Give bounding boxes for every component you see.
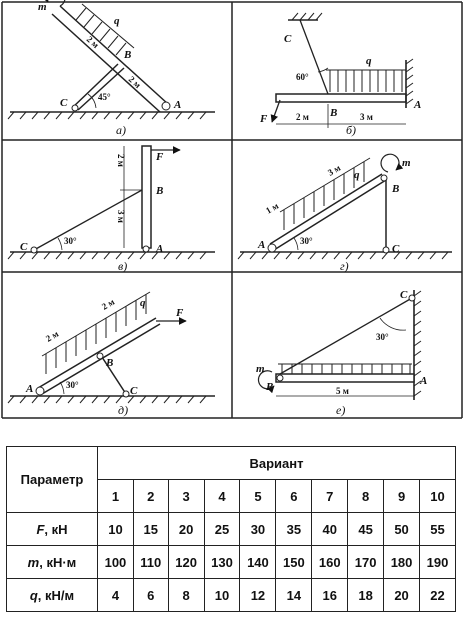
rope-bc [280, 298, 412, 374]
ceiling-hatch [288, 13, 322, 20]
label-a: A [26, 383, 34, 395]
table-cell: 150 [276, 546, 312, 579]
variant-number: 9 [384, 480, 420, 513]
pin-a [143, 246, 149, 252]
length-label-1: 2 м [84, 34, 101, 51]
table-cell: 15 [133, 513, 168, 546]
param-symbol: q [29, 587, 38, 603]
rope-cb [300, 20, 328, 94]
label-c: C [130, 385, 138, 397]
label-f: F [260, 113, 268, 125]
label-f: F [176, 307, 184, 319]
variant-number: 1 [98, 480, 134, 513]
angle-label: 30° [66, 380, 79, 390]
panel-caption: г) [340, 259, 349, 273]
table-cell: 18 [348, 579, 384, 612]
length-label-2: 1 м [264, 200, 281, 216]
label-q: q [366, 55, 372, 67]
angle-arc [58, 238, 62, 250]
force-arrow [272, 100, 280, 122]
label-m: m [38, 1, 47, 13]
variant-number: 5 [240, 480, 276, 513]
pin-c [409, 295, 415, 301]
moment-arrow [47, 0, 65, 6]
param-name [7, 546, 98, 579]
panel-caption: д) [118, 403, 129, 417]
label-a: A [420, 375, 428, 387]
param-name [7, 513, 98, 546]
variant-number: 2 [133, 480, 168, 513]
wall-hatch [406, 59, 413, 108]
table-cell: 55 [420, 513, 456, 546]
panel-d [238, 154, 452, 273]
table-cell: 10 [204, 579, 240, 612]
label-b: B [156, 185, 164, 197]
pin-c [383, 247, 389, 253]
table-cell: 35 [276, 513, 312, 546]
label-f: F [156, 151, 164, 163]
horizontal-beam [276, 374, 414, 382]
distributed-load [278, 364, 412, 374]
pin-b [381, 175, 387, 181]
table-cell: 140 [240, 546, 276, 579]
variant-number: 7 [312, 480, 348, 513]
label-q: q [354, 169, 360, 181]
variant-number: 6 [276, 480, 312, 513]
angle-label: 30° [64, 236, 77, 246]
label-b: B [124, 49, 132, 61]
table-cell: 30 [240, 513, 276, 546]
angle-label: 30° [376, 332, 389, 342]
table-cell: 180 [384, 546, 420, 579]
label-a: A [258, 239, 266, 251]
ground-hatch [8, 252, 215, 259]
table-cell: 14 [276, 579, 312, 612]
moment-arrow [381, 154, 399, 172]
param-name [7, 579, 98, 612]
table-cell: 16 [312, 579, 348, 612]
param-unit: , кН/м [37, 587, 75, 603]
table-cell: 40 [312, 513, 348, 546]
label-a: A [174, 99, 182, 111]
param-symbol: m [27, 554, 40, 570]
inclined-beam [270, 174, 386, 250]
length-label-2: 3 м [360, 112, 373, 122]
table-cell: 4 [98, 579, 134, 612]
param-unit: , кН [44, 521, 68, 537]
pin-a [36, 387, 44, 395]
label-q: q [114, 15, 120, 27]
label-b: B [106, 357, 114, 369]
variant-number: 3 [168, 480, 204, 513]
label-q: q [140, 297, 146, 309]
table-cell: 22 [420, 579, 456, 612]
variant-number: 10 [420, 480, 456, 513]
angle-label: 60° [296, 72, 309, 82]
table-cell: 12 [240, 579, 276, 612]
vertical-beam [142, 146, 151, 248]
panel-caption: а) [116, 123, 126, 137]
table-cell: 25 [204, 513, 240, 546]
table-cell: 8 [168, 579, 204, 612]
variant-header: Вариант [98, 447, 456, 480]
angle-arc [88, 94, 96, 108]
parameters-table [6, 446, 456, 612]
strut-cb [72, 64, 124, 110]
panel-caption: в) [118, 259, 128, 273]
label-a: A [156, 243, 164, 255]
label-c: C [60, 97, 68, 109]
pin-c [123, 391, 129, 397]
distributed-load [326, 70, 406, 92]
table-cell: 120 [168, 546, 204, 579]
panel-c [8, 146, 215, 273]
length-label-1: 2 м [116, 154, 126, 167]
table-row [7, 579, 456, 612]
table-header-row [7, 447, 456, 480]
label-b: B [266, 381, 274, 393]
label-b: B [392, 183, 400, 195]
panel-caption: б) [346, 123, 357, 137]
label-c: C [400, 289, 408, 301]
table-cell: 190 [420, 546, 456, 579]
pin-a [268, 244, 276, 252]
length-label-1: 2 м [44, 328, 61, 344]
label-b: B [330, 107, 338, 119]
ground-hatch [8, 112, 215, 119]
param-unit: , кН·м [39, 554, 77, 570]
table-cell: 170 [348, 546, 384, 579]
pin-a [162, 102, 170, 110]
length-label-2: 3 м [116, 210, 126, 223]
panel-e [8, 292, 215, 417]
table-cell: 45 [348, 513, 384, 546]
table-cell: 110 [133, 546, 168, 579]
pin-b [97, 353, 103, 359]
table-cell: 50 [384, 513, 420, 546]
angle-arc [380, 318, 406, 330]
table-cell: 130 [204, 546, 240, 579]
table-cell: 100 [98, 546, 134, 579]
table-cell: 10 [98, 513, 134, 546]
label-m: m [256, 363, 265, 375]
panel-b [259, 13, 421, 137]
angle-label: 45° [98, 92, 111, 102]
variant-number: 4 [204, 480, 240, 513]
table-cell: 20 [384, 579, 420, 612]
variant-number: 8 [348, 480, 384, 513]
table-cell: 160 [312, 546, 348, 579]
label-c: C [392, 243, 400, 255]
angle-arc [294, 238, 298, 250]
pin-b [277, 375, 283, 381]
length-label-1: 5 м [336, 386, 349, 396]
length-label-1: 2 м [296, 112, 309, 122]
panel-f [256, 289, 427, 417]
table-cell: 6 [133, 579, 168, 612]
length-label-2: 2 м [100, 296, 117, 312]
panel-frame [2, 2, 462, 418]
ground-hatch [238, 252, 452, 259]
pin-c [72, 105, 78, 111]
panel-caption: е) [336, 403, 346, 417]
param-symbol: F [36, 521, 45, 537]
table-cell: 20 [168, 513, 204, 546]
ground-hatch [8, 396, 215, 403]
panel-a [8, 0, 215, 137]
label-m: m [402, 157, 411, 169]
horizontal-beam [276, 94, 406, 102]
label-a: A [414, 99, 422, 111]
length-label-1: 3 м [326, 162, 343, 178]
label-c: C [20, 241, 28, 253]
length-label-2: 2 м [126, 74, 143, 91]
pin-c [31, 247, 37, 253]
table-row [7, 546, 456, 579]
param-header: Параметр [7, 447, 98, 513]
label-c: C [284, 33, 292, 45]
table-row [7, 513, 456, 546]
angle-label: 30° [300, 236, 313, 246]
